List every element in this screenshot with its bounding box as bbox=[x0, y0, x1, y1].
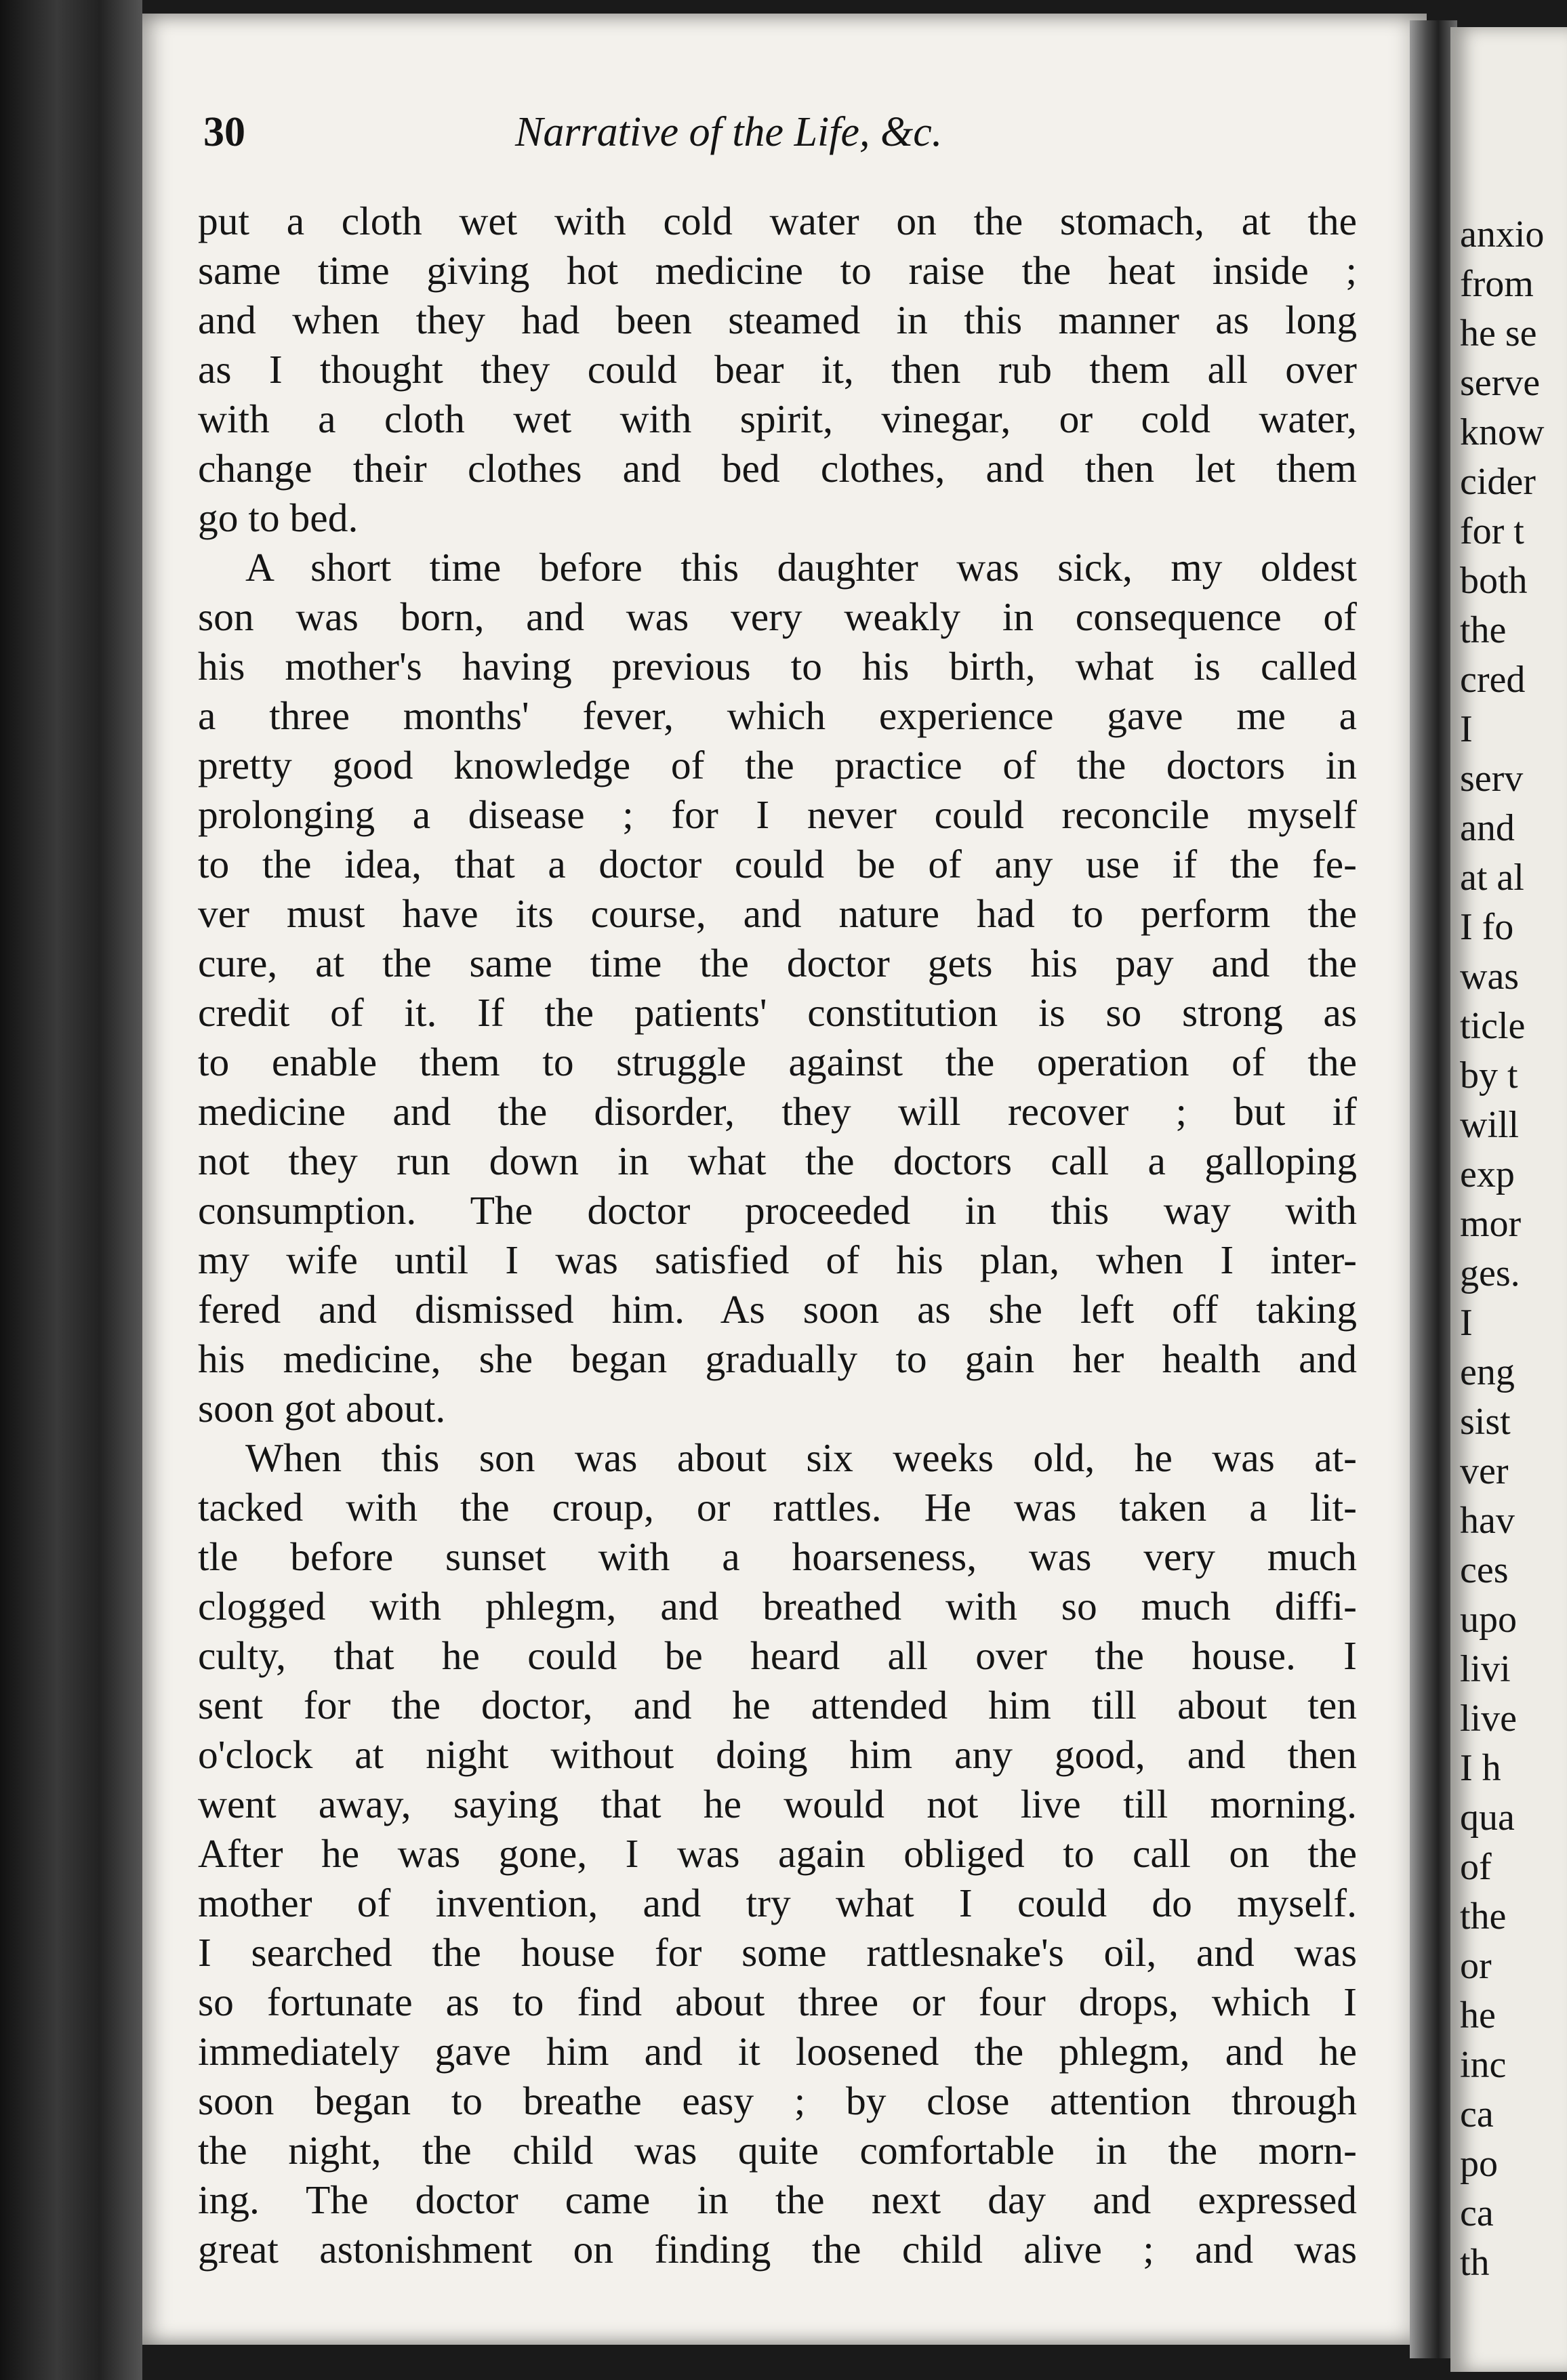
right-page-line-fragment: ca bbox=[1460, 2192, 1494, 2234]
right-page-line-fragment: or bbox=[1460, 1945, 1492, 1987]
text-line: ver must have its course, and nature had to perform the bbox=[198, 891, 1357, 936]
text-line: to the idea, that a doctor could be of any use if the fe- bbox=[198, 842, 1357, 886]
right-page-line-fragment: exp bbox=[1460, 1153, 1515, 1195]
text-line: with a cloth wet with spirit, vinegar, or cold water, bbox=[198, 396, 1357, 441]
right-page-line-fragment: cred bbox=[1460, 659, 1526, 701]
right-page-line-fragment: ticle bbox=[1460, 1005, 1526, 1047]
right-page-line-fragment: live bbox=[1460, 1698, 1517, 1740]
book-binding bbox=[0, 0, 142, 2380]
right-page-line-fragment: sist bbox=[1460, 1401, 1511, 1443]
text-line: soon got about. bbox=[198, 1386, 446, 1431]
text-line: o'clock at night without doing him any good, and then bbox=[198, 1732, 1357, 1777]
right-page-line-fragment: know bbox=[1460, 411, 1545, 453]
text-line: tle before sunset with a hoarseness, was very much bbox=[198, 1534, 1357, 1579]
running-title: Narrative of the Life, &c. bbox=[515, 109, 943, 155]
right-page-line-fragment: po bbox=[1460, 2143, 1498, 2185]
right-page-line-fragment: by t bbox=[1460, 1054, 1518, 1096]
right-page-edge bbox=[1450, 27, 1567, 2372]
text-line: a three months' fever, which experience gave me a bbox=[198, 693, 1357, 738]
text-line: ing. The doctor came in the next day and expressed bbox=[198, 2177, 1357, 2222]
right-page-line-fragment: both bbox=[1460, 560, 1528, 602]
right-page-line-fragment: I fo bbox=[1460, 906, 1514, 948]
right-page-line-fragment: cider bbox=[1460, 461, 1536, 503]
right-page-text-fragments bbox=[1460, 210, 1544, 2288]
text-line: not they run down in what the doctors call a galloping bbox=[198, 1138, 1357, 1183]
text-line: culty, that he could be heard all over the house. I bbox=[198, 1633, 1357, 1678]
right-page-line-fragment: ver bbox=[1460, 1450, 1509, 1492]
right-page-line-fragment: upo bbox=[1460, 1599, 1517, 1641]
right-page-line-fragment: will bbox=[1460, 1104, 1520, 1146]
text-line: pretty good knowledge of the practice of the doctors in bbox=[198, 743, 1357, 787]
right-page-line-fragment: and bbox=[1460, 807, 1515, 849]
text-line: consumption. The doctor proceeded in this way with bbox=[198, 1188, 1357, 1233]
text-line: fered and dismissed him. As soon as she left off taking bbox=[198, 1287, 1357, 1332]
right-page-line-fragment: serve bbox=[1460, 362, 1541, 404]
text-line: great astonishment on finding the child alive ; and was bbox=[198, 2227, 1357, 2272]
right-page-line-fragment: the bbox=[1460, 1895, 1507, 1937]
right-page-line-fragment: of bbox=[1460, 1846, 1492, 1888]
text-line: A short time before this daughter was sick, my oldest bbox=[245, 545, 1357, 590]
text-line: sent for the doctor, and he attended him till about ten bbox=[198, 1683, 1357, 1727]
right-page-line-fragment: I bbox=[1460, 1302, 1473, 1344]
text-line: as I thought they could bear it, then rub them all over bbox=[198, 347, 1357, 392]
text-line: his mother's having previous to his birth, what is called bbox=[198, 644, 1357, 689]
text-line: After he was gone, I was again obliged to call on the bbox=[198, 1831, 1357, 1876]
right-page-line-fragment: he se bbox=[1460, 312, 1537, 354]
text-line: same time giving hot medicine to raise the heat inside ; bbox=[198, 248, 1357, 293]
text-line: clogged with phlegm, and breathed with so much diffi- bbox=[198, 1584, 1357, 1628]
right-page-line-fragment: I h bbox=[1460, 1747, 1501, 1789]
text-line: his medicine, she began gradually to gain her health and bbox=[198, 1336, 1357, 1381]
right-page-line-fragment: qua bbox=[1460, 1797, 1515, 1839]
text-line: change their clothes and bed clothes, and then let them bbox=[198, 446, 1357, 491]
right-page-line-fragment: eng bbox=[1460, 1351, 1515, 1393]
text-line: cure, at the same time the doctor gets his pay and the bbox=[198, 941, 1357, 985]
text-line: immediately gave him and it loosened the phlegm, and he bbox=[198, 2029, 1357, 2074]
text-line: my wife until I was satisfied of his plan, when I inter- bbox=[198, 1237, 1357, 1282]
right-page-line-fragment: the bbox=[1460, 609, 1507, 651]
text-line: mother of invention, and try what I could do myself. bbox=[198, 1881, 1357, 1925]
right-page-line-fragment: serv bbox=[1460, 758, 1524, 800]
right-page-line-fragment: ges. bbox=[1460, 1252, 1520, 1294]
text-line: go to bed. bbox=[198, 495, 359, 540]
right-page-line-fragment: was bbox=[1460, 956, 1520, 998]
body-text bbox=[198, 197, 1357, 2274]
right-page-line-fragment: inc bbox=[1460, 2044, 1507, 2086]
text-line: went away, saying that he would not live till morning. bbox=[198, 1782, 1357, 1826]
right-page-line-fragment: ces bbox=[1460, 1549, 1509, 1591]
right-page-line-fragment: at al bbox=[1460, 857, 1524, 899]
right-page-line-fragment: th bbox=[1460, 2242, 1490, 2284]
right-page-line-fragment: I bbox=[1460, 708, 1473, 750]
text-line: credit of it. If the patients' constitution is so strong as bbox=[198, 990, 1357, 1035]
text-line: medicine and the disorder, they will recover ; but if bbox=[198, 1089, 1357, 1134]
right-page-line-fragment: ca bbox=[1460, 2093, 1494, 2135]
right-page-line-fragment: livi bbox=[1460, 1648, 1511, 1690]
text-line: son was born, and was very weakly in consequence of bbox=[198, 594, 1357, 639]
right-page-line-fragment: he bbox=[1460, 1994, 1496, 2036]
text-line: soon began to breathe easy ; by close attention through bbox=[198, 2078, 1357, 2123]
text-line: so fortunate as to find about three or four drops, which I bbox=[198, 1979, 1357, 2024]
right-page-line-fragment: anxio bbox=[1460, 213, 1545, 255]
text-line: put a cloth wet with cold water on the stomach, at the bbox=[198, 199, 1357, 243]
text-line: prolonging a disease ; for I never could reconcile myself bbox=[198, 792, 1357, 837]
right-page-line-fragment: for t bbox=[1460, 510, 1524, 552]
page-header bbox=[203, 108, 1356, 176]
text-line: When this son was about six weeks old, he was at- bbox=[245, 1435, 1357, 1480]
text-line: the night, the child was quite comfortable in the morn- bbox=[198, 2128, 1357, 2173]
page-number: 30 bbox=[203, 109, 245, 155]
text-line: I searched the house for some rattlesnake's oil, and was bbox=[198, 1930, 1357, 1975]
right-page-line-fragment: hav bbox=[1460, 1500, 1515, 1542]
text-line: and when they had been steamed in this manner as long bbox=[198, 298, 1357, 342]
text-line: tacked with the croup, or rattles. He was taken a lit- bbox=[198, 1485, 1357, 1530]
right-page-line-fragment: mor bbox=[1460, 1203, 1522, 1245]
text-line: to enable them to struggle against the operation of the bbox=[198, 1040, 1357, 1084]
right-page-line-fragment: from bbox=[1460, 263, 1534, 305]
